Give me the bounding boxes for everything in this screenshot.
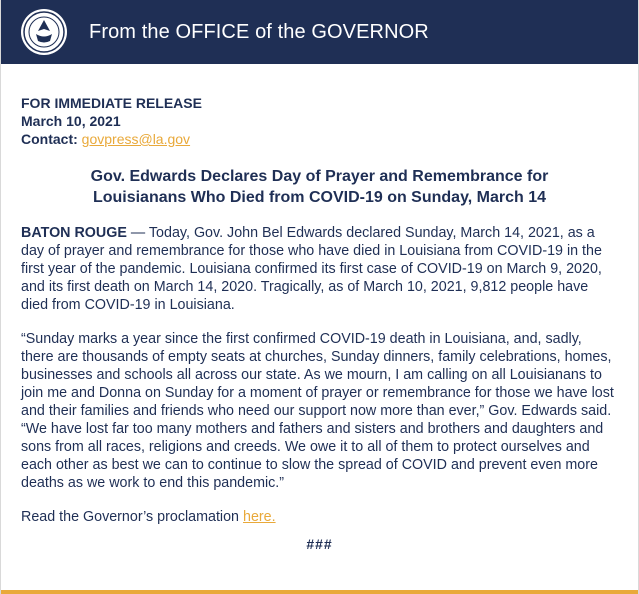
state-seal-icon [21,9,67,55]
release-date: March 10, 2021 [21,113,121,129]
contact-email-link[interactable]: govpress@la.gov [81,131,191,147]
release-info [21,94,618,148]
end-mark: ### [306,536,333,552]
contact-line [21,130,618,148]
proclamation-link[interactable]: here. [243,509,276,525]
body-paragraph-3 [21,508,618,526]
paragraph-1-text: — Today, Gov. John Bel Edwards declared Sunday, March 14, 2021, as a day of prayer and remembrance for those who have died in Louisiana from COVID-19 in the first year of the pandemic. Louisiana confirmed its first case of COVID-19 on March 9, 2020, and its first death on March 14, 2020. Tragically, as of March 10, 2021, 9,812 people have died from COVID-19 in Louisiana. [21,225,602,313]
header-banner [1,0,638,64]
email-content [1,94,638,552]
headline [21,166,618,208]
release-line: FOR IMMEDIATE RELEASE [21,95,202,111]
headline-line-1: Gov. Edwards Declares Day of Prayer and Remembrance for [90,168,549,185]
body-paragraph-1 [21,224,618,314]
proclamation-text: Read the Governor’s proclamation [21,509,243,525]
dateline: BATON ROUGE [21,225,127,241]
headline-line-2: Louisianans Who Died from COVID-19 on Sunday, March 14 [92,189,547,206]
header-title: From the OFFICE of the GOVERNOR [89,20,429,43]
body-paragraph-2: “Sunday marks a year since the first confirmed COVID-19 death in Louisiana, and, sadly, there are thousands of empty seats at churches, Sunday dinners, family celebrations, homes, businesses and schools all across our state. As we mourn, I am calling on all Louisianans to join me and Donna on Sunday for a moment of prayer or remembrance for those we have lost and their families and friends who need our support now more than ever,” Gov. Edwards said. “We have lost far too many mothers and fathers and sisters and brothers and daughters and sons from all races, religions and creeds. We owe it to all of them to protect ourselves and each other as best we can to continue to slow the spread of COVID and prevent even more deaths as we work to end this pandemic.” [21,331,614,491]
state-seal-graphic [23,11,65,53]
contact-label: Contact: [21,131,82,147]
footer-divider [1,590,638,594]
